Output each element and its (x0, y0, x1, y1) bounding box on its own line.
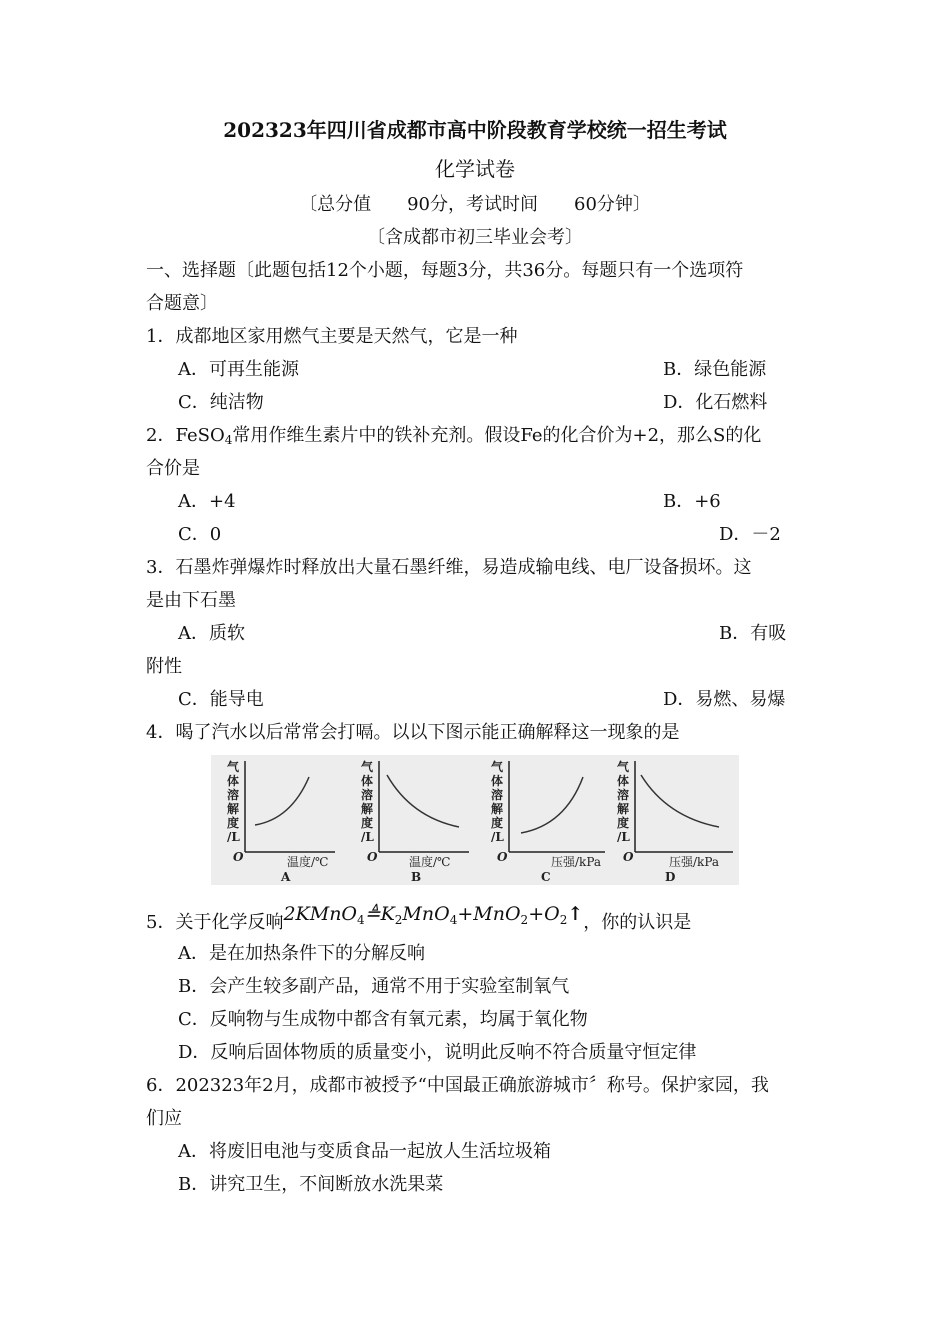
y-label-char: 度 (227, 816, 240, 830)
q6-stem: 6．202323年2月，成都市被授予“中国最正确旅游城市〞称号。保护家园，我 (146, 1075, 769, 1096)
graph-panel-c (491, 759, 605, 884)
q5-option-b: B．会产生较多副产品，通常不用于实验室制氧气 (178, 976, 570, 997)
exam-title: 202323年四川省成都市高中阶段教育学校统一招生考试 (223, 118, 727, 142)
y-label-char: 解 (617, 802, 630, 816)
score-info: 〔总分值 90分，考试时间 60分钟〕 (299, 194, 651, 215)
q3-option-b-continued: 附性 (146, 656, 182, 677)
y-label-char: 度 (361, 816, 374, 830)
eq-subscript: 4 (357, 913, 365, 927)
q3-stem-line-2: 是由下石墨 (146, 590, 236, 611)
q5-option-a: A．是在加热条件下的分解反响 (178, 943, 425, 964)
panel-letter: B (411, 870, 422, 884)
panel-letter: C (541, 870, 551, 884)
eq-term: +MnO (457, 903, 521, 925)
y-label-char: 解 (227, 802, 240, 816)
q1-option-a: A．可再生能源 (178, 359, 299, 380)
q5-stem-pre: 5．关于化学反响 (146, 912, 284, 933)
eq-term: ≜K (364, 903, 395, 925)
q5-option-c: C．反响物与生成物中都含有氧元素，均属于氧化物 (178, 1009, 588, 1030)
curve-decreasing (387, 775, 459, 827)
curve-increasing (521, 777, 583, 833)
y-label-char: 体 (617, 774, 630, 788)
origin-label: O (497, 850, 508, 864)
eq-term: MnO (402, 903, 450, 925)
origin-label: O (233, 850, 244, 864)
y-label-char: 体 (227, 774, 240, 788)
y-label-char: 气 (617, 760, 630, 774)
y-label-char: 度 (617, 816, 630, 830)
y-label-char: 溶 (491, 788, 504, 802)
graph-panel-a (227, 759, 335, 884)
y-label-char: 体 (491, 774, 504, 788)
y-label-char: /L (491, 830, 504, 844)
x-axis-label: 温度/℃ (409, 855, 451, 869)
exam-subtitle: 化学试卷 (435, 157, 515, 181)
exam-note: 〔含成都市初三毕业会考〕 (367, 227, 583, 248)
eq-term: +O (528, 903, 560, 925)
graph-panel-d (617, 759, 733, 884)
y-label-char: 气 (491, 760, 504, 774)
x-axis-label: 温度/℃ (287, 855, 329, 869)
panel-letter: A (281, 870, 291, 884)
q3-option-a: A．质软 (178, 623, 245, 644)
q1-option-d: D．化石燃料 (663, 392, 768, 413)
y-label-char: 气 (361, 760, 374, 774)
q5-option-d: D．反响后固体物质的质量变小，说明此反响不符合质量守恒定律 (178, 1042, 697, 1063)
y-label-char: /L (617, 830, 630, 844)
y-label-char: 溶 (617, 788, 630, 802)
y-label-char: 度 (491, 816, 504, 830)
q2-stem-sub: 4 (224, 433, 233, 447)
panel-letter: D (665, 870, 676, 884)
q1-option-c: C．纯洁物 (178, 392, 264, 413)
y-label-char: 溶 (361, 788, 374, 802)
eq-subscript: 4 (449, 913, 458, 927)
q6-stem-line-2: 们应 (146, 1108, 182, 1129)
graph-panel-b (361, 759, 469, 884)
q2-option-d: D．－2 (719, 524, 781, 545)
q2-option-c: C．0 (178, 524, 222, 545)
q1-stem: 1．成都地区家用燃气主要是天然气，它是一种 (146, 326, 518, 347)
q5-stem (146, 903, 692, 940)
x-axis-label: 压强/kPa (669, 855, 720, 869)
q5-stem-post: ，你的认识是 (583, 912, 692, 933)
q2-option-b: B．+6 (663, 491, 721, 512)
solubility-graphs-figure (211, 755, 739, 885)
eq-subscript: 2 (520, 913, 529, 927)
y-label-char: 解 (361, 802, 374, 816)
solubility-graphs-svg (211, 755, 739, 885)
q1-option-b: B．绿色能源 (663, 359, 767, 380)
eq-gas-arrow: ↑ (567, 903, 584, 925)
y-label-char: 溶 (227, 788, 240, 802)
origin-label: O (367, 850, 378, 864)
q2-stem-pre: 2．FeSO (146, 425, 225, 446)
q6-option-b: B．讲究卫生，不间断放水洗果菜 (178, 1174, 444, 1195)
eq-subscript: 2 (559, 913, 568, 927)
section-intro-line-2: 合题意〕 (146, 293, 218, 314)
q3-stem: 3．石墨炸弹爆炸时释放出大量石墨纤维，易造成输电线、电厂设备损坏。这 (146, 557, 752, 578)
q2-stem-post: 常用作维生素片中的铁补充剂。假设Fe的化合价为+2，那么S的化 (232, 425, 762, 446)
y-label-char: /L (361, 830, 374, 844)
q2-stem-line-2: 合价是 (146, 458, 200, 479)
reaction-equation (283, 903, 583, 925)
section-intro-line-1: 一、选择题〔此题包括12个小题，每题3分，共36分。每题只有一个选项符 (146, 260, 744, 281)
q6-option-a: A．将废旧电池与变质食品一起放人生活垃圾箱 (178, 1141, 551, 1162)
curve-decreasing (641, 775, 719, 827)
q3-option-d: D．易燃、易爆 (663, 689, 786, 710)
eq-subscript: 2 (394, 913, 403, 927)
q2-option-a: A．+4 (178, 491, 236, 512)
q2-stem (146, 424, 761, 452)
y-label-char: 气 (227, 760, 240, 774)
y-label-char: 体 (361, 774, 374, 788)
eq-term: 2KMnO (283, 903, 358, 925)
y-label-char: 解 (491, 802, 504, 816)
curve-increasing (255, 777, 309, 825)
q3-option-b: B．有吸 (719, 623, 787, 644)
q3-option-c: C．能导电 (178, 689, 264, 710)
x-axis-label: 压强/kPa (551, 855, 602, 869)
q4-stem: 4．喝了汽水以后常常会打嗝。以以下图示能正确解释这一现象的是 (146, 722, 680, 743)
y-label-char: /L (227, 830, 240, 844)
origin-label: O (623, 850, 634, 864)
